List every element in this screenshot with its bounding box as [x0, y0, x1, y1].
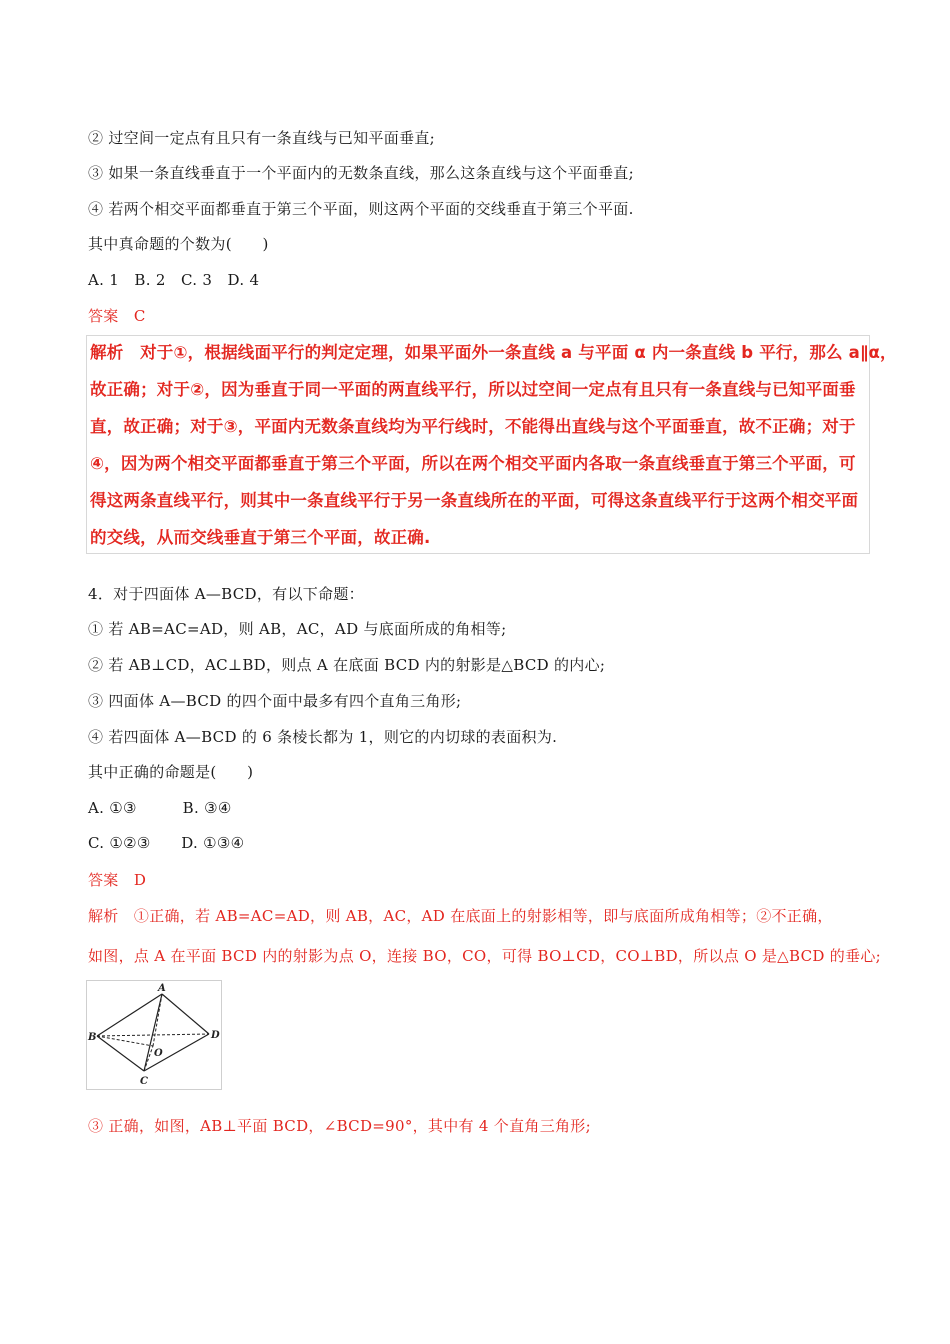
p4-options-ab: A. ①③ B. ③④ — [88, 799, 232, 817]
p3-statement-3: ③ 如果一条直线垂直于一个平面内的无数条直线，那么这条直线与这个平面垂直; — [88, 164, 634, 182]
tetrahedron-figure — [86, 980, 222, 1090]
p4-question: 其中正确的命题是( ) — [88, 763, 254, 781]
p3-answer — [88, 305, 146, 327]
p3-analysis-line: ④，因为两个相交平面都垂直于第三个平面，所以在两个相交平面内各取一条直线垂直于第三个平面，可 — [90, 454, 856, 473]
p3-statement-2: ② 过空间一定点有且只有一条直线与已知平面垂直; — [88, 129, 436, 147]
p3-question: 其中真命题的个数为( ) — [88, 235, 269, 253]
p4-analysis-line-1: 解析 ①正确，若 AB=AC=AD，则 AB，AC，AD 在底面上的射影相等，即与底面所成角相等；②不正确， — [88, 907, 833, 925]
p3-analysis-line: 解析 对于①，根据线面平行的判定定理，如果平面外一条直线 a 与平面 α 内一条直线 b 平行，那么 a∥α， — [90, 343, 897, 362]
p3-analysis-line: 直，故正确；对于③，平面内无数条直线均为平行线时，不能得出直线与这个平面垂直，故不正确；对于 — [90, 417, 856, 436]
p3-analysis-line: 的交线，从而交线垂直于第三个平面，故正确. — [90, 528, 431, 547]
p4-statement-2: ② 若 AB⊥CD，AC⊥BD，则点 A 在底面 BCD 内的射影是△BCD 的内心; — [88, 656, 606, 674]
point-label-o: O — [154, 1048, 163, 1059]
p3-analysis-line: 故正确；对于②，因为垂直于同一平面的两直线平行，所以过空间一定点有且只有一条直线与已知平面垂 — [90, 380, 856, 399]
p4-analysis-line-3: ③ 正确，如图，AB⊥平面 BCD，∠BCD=90°，其中有 4 个直角三角形; — [88, 1117, 591, 1135]
p4-statement-4: ④ 若四面体 A—BCD 的 6 条棱长都为 1，则它的内切球的表面积为. — [88, 728, 558, 746]
vertex-label-a: A — [158, 983, 166, 994]
p3-analysis-line: 得这两条直线平行，则其中一条直线平行于另一条直线所在的平面，可得这条直线平行于这两个相交平面 — [90, 491, 859, 510]
tetrahedron-diagram — [87, 981, 221, 1089]
p4-title: 4．对于四面体 A—BCD，有以下命题： — [88, 585, 364, 603]
p4-statement-3: ③ 四面体 A—BCD 的四个面中最多有四个直角三角形; — [88, 692, 462, 710]
vertex-label-b: B — [88, 1032, 97, 1043]
p3-answer-label: 答案 — [88, 307, 119, 325]
p3-options: A. 1 B. 2 C. 3 D. 4 — [88, 271, 260, 289]
p4-analysis-line-2: 如图，点 A 在平面 BCD 内的射影为点 O，连接 BO，CO，可得 BO⊥CD，CO⊥BD，所以点 O 是△BCD 的垂心; — [88, 947, 882, 965]
p3-answer-value: C — [133, 307, 146, 325]
p3-statement-4: ④ 若两个相交平面都垂直于第三个平面，则这两个平面的交线垂直于第三个平面. — [88, 200, 634, 218]
p4-answer-label: 答案 — [88, 871, 119, 889]
p3-analysis-box — [86, 335, 897, 554]
vertex-label-c: C — [140, 1076, 148, 1087]
p4-answer-value: D — [133, 871, 147, 889]
vertex-label-d: D — [211, 1030, 220, 1041]
p4-options-cd: C. ①②③ D. ①③④ — [88, 834, 245, 852]
p4-statement-1: ① 若 AB=AC=AD，则 AB，AC，AD 与底面所成的角相等; — [88, 620, 507, 638]
p4-answer — [88, 869, 146, 891]
